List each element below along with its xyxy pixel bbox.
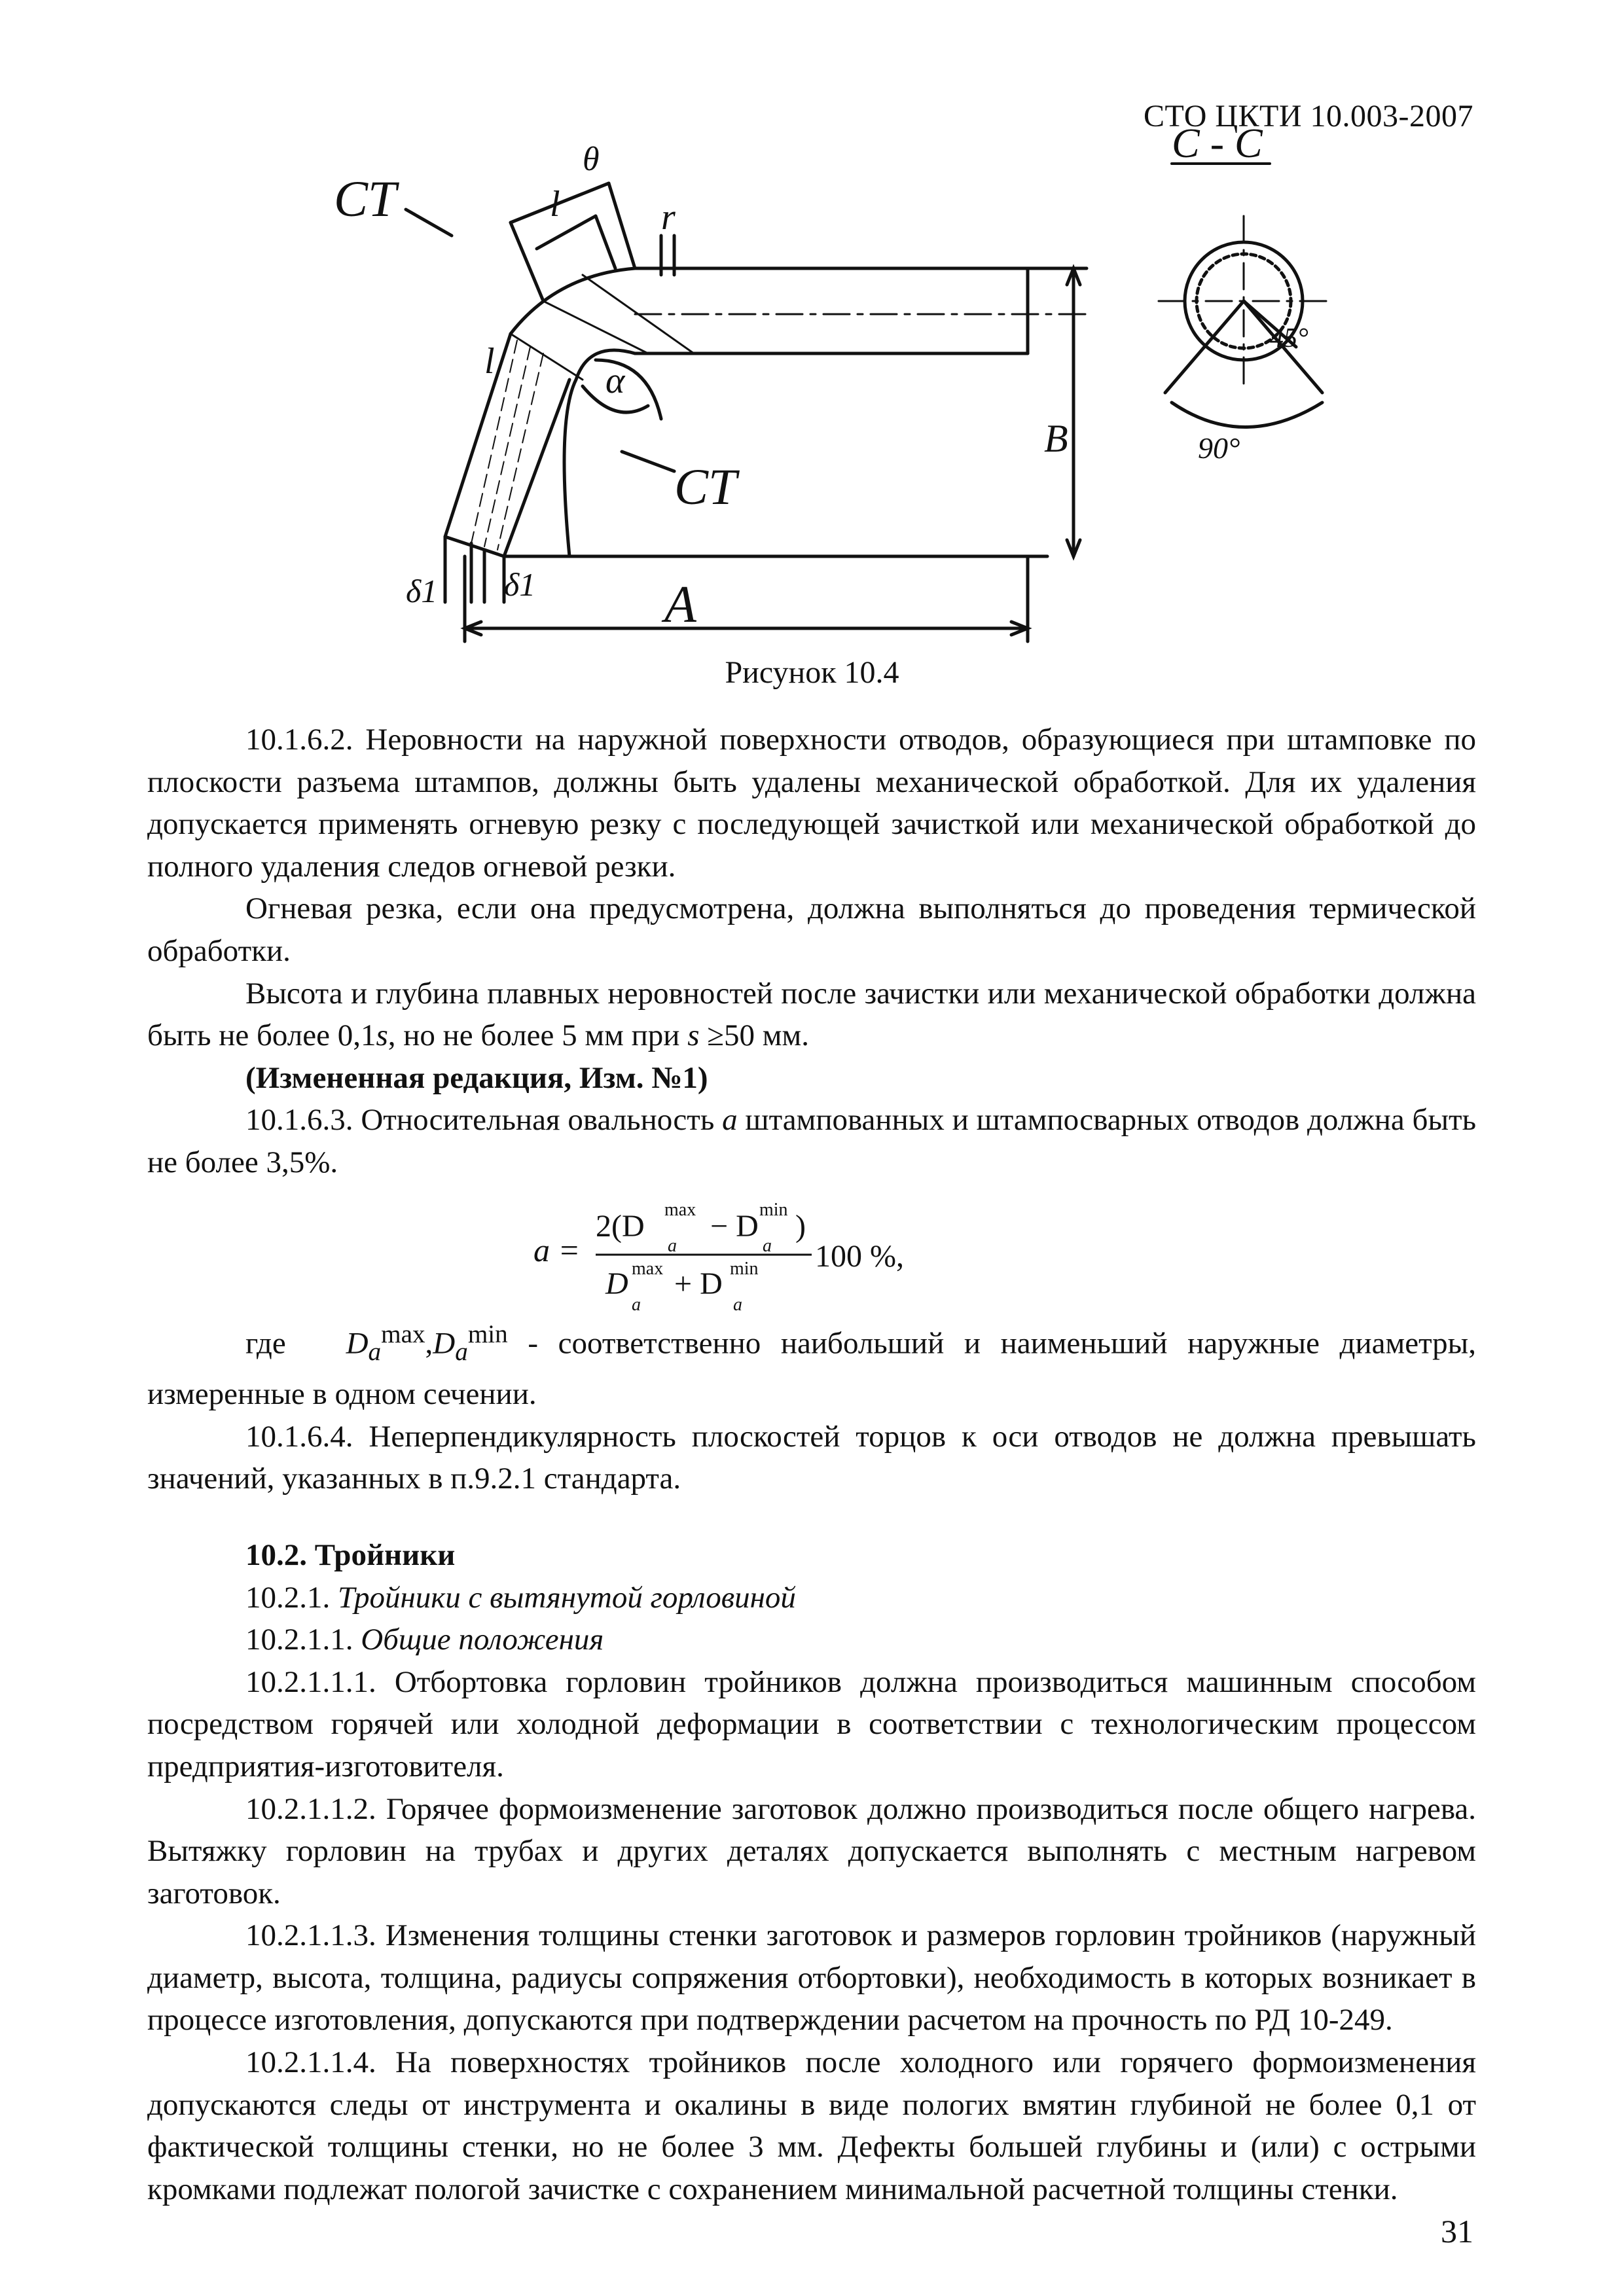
label-b: В xyxy=(1044,417,1068,460)
elbow-technical-drawing xyxy=(308,120,1368,668)
elbow-leg-outer xyxy=(445,334,511,537)
formula-percent: 100 %, xyxy=(815,1238,904,1274)
document-body xyxy=(147,719,1476,2210)
paragraph-10-1-6-2: 10.1.6.2. Неровности на наружной поверхности отводов, образующиеся при штамповке по плоскости разъема штампов, должны быть удалены механической обработкой. Для их удаления допускается применять огневую резку с последующей зачисткой или механической обработкой до полного удаления следов огневой резки. xyxy=(147,723,1476,884)
svg-text:D: D xyxy=(605,1266,628,1301)
label-alpha: α xyxy=(605,361,625,401)
paragraph-10-2-1-1-2: 10.2.1.1.2. Горячее формоизменение заготовок должно производиться после общего нагрева. Вытяжку горловин на трубах и других деталях допускается выполнять с местным нагревом заготовок. xyxy=(147,1791,1476,1910)
svg-text:min: min xyxy=(730,1258,759,1279)
ovality-formula xyxy=(147,1189,1476,1314)
section-heading-10-2: 10.2. Тройники xyxy=(245,1537,456,1572)
elbow-leg-inner xyxy=(504,380,569,556)
label-delta1-right: δ1 xyxy=(504,566,536,603)
label-theta: θ xyxy=(583,141,600,178)
label-section: С - С xyxy=(1172,120,1263,166)
page-number: 31 xyxy=(1441,2213,1473,2250)
paragraph-fire-cutting: Огневая резка, если она предусмотрена, должна выполняться до проведения термической обработки. xyxy=(147,891,1476,968)
formula-explanation: где $D_a^{max},D_a^{min}$ - соответственно наибольший и наименьший наружные диаметры, измеренные в одном сечении. xyxy=(147,1319,1477,1412)
svg-text:max: max xyxy=(632,1258,664,1279)
formula-numerator-prefix: 2(D xyxy=(596,1208,645,1244)
paragraph-10-2-1-1-1: 10.2.1.1.1. Отбортовка горловин тройников должна производиться машинным способом посредством горячей или холодной деформации в соответствии с технологическим процессом предприятия-изготовителя. xyxy=(147,1664,1476,1784)
label-l-top: l xyxy=(550,184,560,224)
paragraph-10-1-6-4: 10.1.6.4. Неперпендикулярность плоскостей торцов к оси отводов не должна превышать значений, указанных в п.9.2.1 стандарта. xyxy=(147,1419,1476,1496)
subsection-heading-10-2-1: 10.2.1. Тройники с вытянутой горловиной xyxy=(245,1580,796,1615)
svg-text:min: min xyxy=(759,1199,788,1220)
paragraph-10-1-6-3: 10.1.6.3. Относительная овальность a штампованных и штампосварных отводов должна быть не более 3,5%. xyxy=(147,1103,1477,1179)
subsection-heading-10-2-1-1: 10.2.1.1. Общие положения xyxy=(245,1623,604,1657)
angle-90-arc xyxy=(1172,403,1322,427)
svg-text:a: a xyxy=(668,1235,677,1256)
label-a: A xyxy=(664,576,696,634)
svg-text:a: a xyxy=(733,1294,742,1315)
label-angle-45: 45° xyxy=(1270,323,1308,353)
label-angle-90: 90° xyxy=(1198,431,1240,465)
formula-lhs: a = xyxy=(533,1231,581,1268)
label-r: r xyxy=(661,197,676,238)
svg-text:a: a xyxy=(632,1294,641,1315)
paragraph-irregularity-height: Высота и глубина плавных неровностей после зачистки или механической обработки должна быть не более 0,1s, но не более 5 мм при s ≥50 мм. xyxy=(147,976,1476,1053)
svg-text:+ D: + D xyxy=(674,1266,723,1301)
figure-caption: Рисунок 10.4 xyxy=(725,655,899,690)
ovality-formula-graphic xyxy=(533,1189,1123,1314)
label-st-2: СТ xyxy=(674,458,737,515)
svg-text:): ) xyxy=(795,1208,806,1244)
paragraph-10-2-1-1-4: 10.2.1.1.4. На поверхностях тройников после холодного или горячего формоизменения допускаются следы от инструмента и окалины в виде пологих вмятин глубиной не более 0,1 от фактической толщины стенки, но не более 3 мм. Дефекты большей глубины и (или) с острыми кромками подлежат пологой зачистке с сохранением минимальной расчетной толщины стенки. xyxy=(147,2045,1476,2206)
label-l-side: l xyxy=(484,341,495,382)
paragraph-10-2-1-1-3: 10.2.1.1.3. Изменения толщины стенки заготовок и размеров горловин тройников (наружный диаметр, высота, толщина, радиусы сопряжения отбортовки), необходимость в которых возникает в процессе изготовления, допускаются при подтверждении расчетом на прочность по РД 10-249. xyxy=(147,1918,1476,2037)
label-st-1: СТ xyxy=(334,170,397,227)
label-delta1-left: δ1 xyxy=(406,573,438,609)
elbow-outer-arc xyxy=(511,268,635,334)
revision-note: (Измененная редакция, Изм. №1) xyxy=(245,1060,708,1095)
figure-10-4-drawing xyxy=(308,120,1368,668)
svg-text:− D: − D xyxy=(710,1208,759,1244)
svg-text:a: a xyxy=(763,1235,772,1256)
document-code-header: СТО ЦКТИ 10.003-2007 xyxy=(1143,99,1473,134)
svg-text:max: max xyxy=(664,1199,696,1220)
